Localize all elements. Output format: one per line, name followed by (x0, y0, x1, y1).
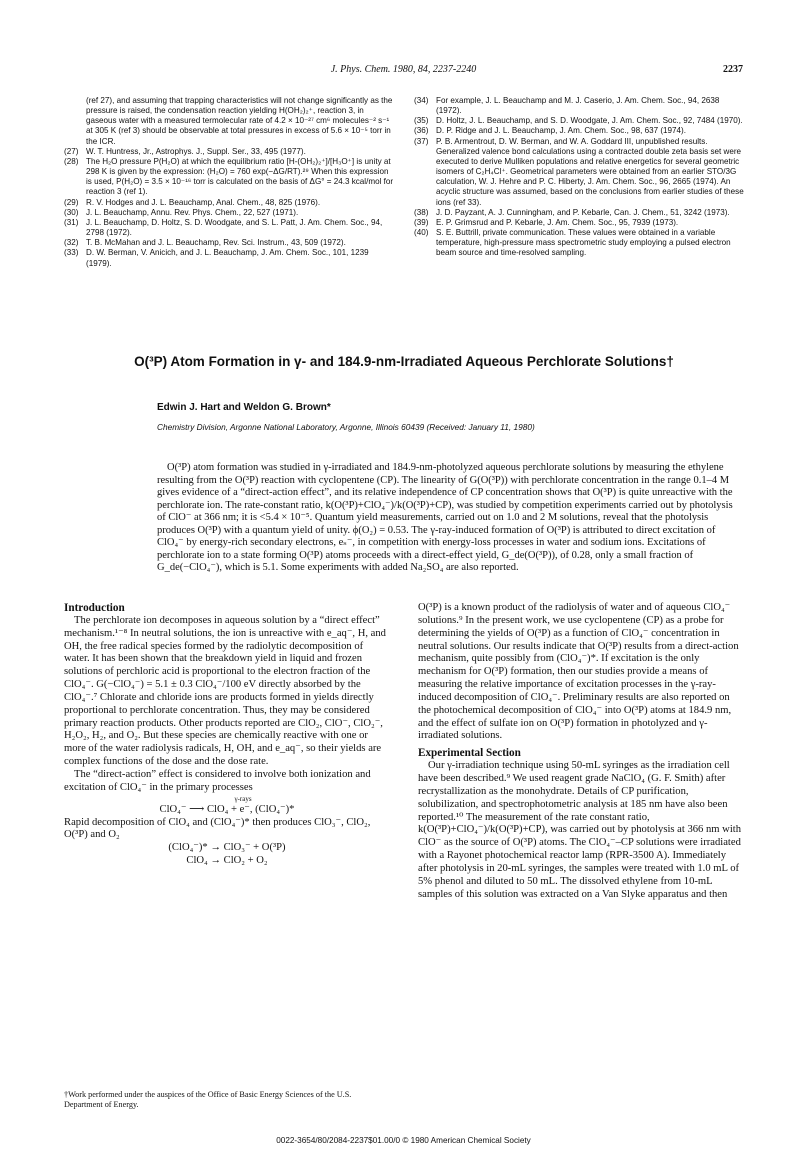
reference-number: (34) (414, 96, 429, 105)
reference-item (64, 157, 396, 198)
paragraph: Rapid decomposition of ClO₄ and (ClO₄⁻)* then produces ClO₃⁻, ClO₂, O(³P) and O₂ (64, 816, 371, 841)
reference-number: (32) (64, 238, 79, 248)
journal-citation: J. Phys. Chem. 1980, 84, 2237-2240 (330, 64, 477, 75)
reference-item (64, 248, 396, 268)
reference-number: (37) (414, 136, 429, 146)
reference-text: P. B. Armentrout, D. W. Berman, and W. A. Goddard III, unpublished results. Generalized valence bond calculations using a contracted double zeta basis set were executed to derive Mulliken populations and relative energetics for several geometric isomers of C₂H₄Cl⁺. Geometrical parameters were obtained from an earlier STO/3G calculation, W. J. Hehre and P. C. Hiberty, J. Am. Chem. Soc., 96, 2665 (1974). An acyclic structure was assumed, based on the conclusions from earlier studies of these ions (ref 33). (436, 136, 744, 207)
reference-item (414, 137, 744, 208)
paragraph: The perchlorate ion decomposes in aqueous solution by a “direct effect” mechanism.¹⁻⁸ In neutral solutions, the ion is unreactive with e_aq⁻, H, and OH, the free radical species formed by the radiolytic decomposition of water. It has been shown that the breakdown yield in liquid and frozen solutions of perchloric acid is proportional to the electron fraction of the ClO₄⁻. G(−ClO₄⁻) = 5.1 ± 0.3 ClO₄⁻/100 eV directly absorbed by the ClO₄⁻.⁷ Chlorate and chloride ions are products formed in yields directly proportional to perchlorate concentration. Thus, they may be considered primary reaction products. Other products reported are ClO₂, ClO⁻, ClO₂⁻, H₂O₂, H₂, and O₂. But these species are chemically reactive with one or more of the water radiolysis radicals, H, OH, and e_aq⁻, so their yields are complex functions of the dose and the dose rate. (64, 614, 386, 768)
paragraph: Our γ-irradiation technique using 50-mL syringes as the irradiation cell have been described.⁹ We used reagent grade NaClO₄ (G. F. Smith) after recrystallization as the monohydrate. Details of CP purification, solubilization, and spectrophotometric analysis at 185 nm have also been reported.¹⁰ The measurement of the rate constant ratio, k(O(³P)+ClO₄⁻)/k(O(³P)+CP), was carried out by photolysis at 366 nm with ClO⁻ as the source of O(³P) atoms. The ClO₄⁻–CP solutions were irradiated with a Rayonet photochemical reactor lamp (RPR-3500 A). Immediately after photolysis in 20-mL syringes, the samples were treated with 1.0 mL of 5% phenol and diluted to 50 mL. The dissolved ethylene from 10-mL samples of this solution was extracted on a Van Slyke apparatus and then (418, 760, 742, 900)
reference-text: J. D. Payzant, A. J. Cunningham, and P. Kebarle, Can. J. Chem., 51, 3242 (1973). (436, 207, 730, 217)
reference-item (414, 228, 744, 258)
reference-item (64, 198, 396, 208)
reference-text: T. B. McMahan and J. L. Beauchamp, Rev. Sci. Instrum., 43, 509 (1972). (86, 238, 346, 248)
reference-number: (33) (64, 248, 79, 258)
author-list: Edwin J. Hart and Weldon G. Brown* (157, 402, 331, 413)
page-number: 2237 (723, 64, 743, 75)
paragraph: O(³P) is a known product of the radiolysis of water and of aqueous ClO₄⁻ solutions.⁹ In the present work, we use cyclopentene (CP) as a probe for determining the yields of O(³P) as a function of ClO₄⁻ concentration in neutral solutions. Our results indicate that O(³P) results from a direct-action mechanism, quite possibly from (ClO₄⁻)*. If excitation is the only mechanism for O(³P) formation, then our studies provide a means of measuring the relative importance of excitation processes in the γ-ray-induced decomposition of ClO₄⁻. Preliminary results are also reported on the photochemical decomposition of ClO₄⁻ into O(³P) atoms at 184.9 nm, and the effect of sulfate ion on O(³P) formation in photolyzed and γ-irradiated solutions. (418, 602, 739, 742)
affiliation: Chemistry Division, Argonne National Laboratory, Argonne, Illinois 60439 (Received: January 11, 1980) (157, 422, 535, 432)
reference-text: E. P. Grimsrud and P. Kebarle, J. Am. Chem. Soc., 95, 7939 (1973). (436, 217, 679, 227)
reference-item (414, 116, 744, 126)
reference-text: D. Holtz, J. L. Beauchamp, and S. D. Woodgate, J. Am. Chem. Soc., 92, 7484 (1970). (436, 116, 743, 126)
reference-item (414, 96, 744, 116)
reference-number: (28) (64, 156, 79, 166)
equation: ClO₄⁻ ⟶ ClO₄ + e⁻, (ClO₄⁻)* (159, 803, 295, 815)
article-title: O(³P) Atom Formation in γ- and 184.9-nm-Irradiated Aqueous Perchlorate Solutions† (134, 354, 674, 369)
reference-text: D. P. Ridge and J. L. Beauchamp, J. Am. Chem. Soc., 98, 637 (1974). (436, 126, 686, 136)
equation: (ClO₄⁻)* → ClO₃⁻ + O(³P) (168, 842, 286, 854)
reference-number: (29) (64, 197, 79, 207)
reference-text: R. V. Hodges and J. L. Beauchamp, Anal. Chem., 48, 825 (1976). (86, 197, 321, 207)
reference-number: (30) (64, 207, 79, 217)
reference-number: (39) (414, 217, 429, 227)
reference-item (64, 208, 396, 218)
body-right-column (418, 602, 744, 901)
references-right-column (414, 96, 744, 259)
reference-number: (27) (64, 146, 79, 156)
reference-item (414, 218, 744, 228)
paragraph: The “direct-action” effect is considered to involve both ionization and excitation of ClO₄⁻ in the primary processes (64, 768, 371, 793)
reference-text: W. T. Huntress, Jr., Astrophys. J., Suppl. Ser., 33, 495 (1977). (86, 146, 306, 156)
reference-text: (ref 27), and assuming that trapping characteristics will not change significantly as the pressure is raised, the condensation reaction yielding H(OH₂)₂⁺, reaction 3, in gaseous water with a measured termolecular rate of 4.2 × 10⁻²⁷ cm⁶ molecules⁻² s⁻¹ at 305 K (ref 3) should be observable at total pressures in excess of 5.6 × 10⁻⁵ torr in the ICR. (86, 96, 393, 146)
page-footer: 0022-3654/80/2084-2237$01.00/0 © 1980 American Chemical Society (276, 1136, 531, 1145)
reference-text: The H₂O pressure P(H₂O) at which the equilibrium ratio [H-(OH₂)₂⁺]/[H₃O⁺] is unity at 298 K is given by the expression: (H₂O) = 760 exp(−ΔG/RT).²⁹ When this expression is used, P(H₂O) = 3.5 × 10⁻¹⁶ torr is calculated on the basis of ΔG° = 24.3 kcal/mol for reaction 3 (ref 1). (86, 156, 394, 197)
reference-number: (36) (414, 126, 429, 136)
reference-item (64, 147, 396, 157)
body-left-column (64, 602, 390, 868)
reference-item (64, 238, 396, 248)
footnote: †Work performed under the auspices of the Office of Basic Energy Sciences of the U.S. Department of Energy. (64, 1090, 352, 1109)
reference-text: J. L. Beauchamp, D. Holtz, S. D. Woodgate, and S. L. Patt, J. Am. Chem. Soc., 94, 2798 (1972). (86, 217, 383, 238)
abstract-text: O(³P) atom formation was studied in γ-irradiated and 184.9-nm-photolyzed aqueous perchlorate solutions by measuring the ethylene resulting from the O(³P) reaction with cyclopentene (CP). The linearity of G(O(³P)) with perchlorate concentration in the range 0.1–4 M gives evidence of a “direct-action effect”, and its relative independence of CP concentration shows that O(³P) is quite unreactive with the perchlorate ion. The rate-constant ratio, k(O(³P)+ClO₄⁻)/k(O(³P)+CP), was studied by competition experiments carried out by photolysis of ClO⁻ at 366 nm; it is <5.4 × 10⁻⁵. Quantum yield measurements, carried out on 1.0 and 2 M solutions, reveal that the photolysis produces O(³P) with a quantum yield of unity. ϕ(O₂) = 0.53. The γ-ray-induced formation of O(³P) is attributed to direct excitation of ClO₄⁻ by energy-rich secondary electrons, eₛ⁻, in competition with energy-loss processes in water and sodium ions. Excitations of perchlorate ion to a state forming O(³P) atoms proceeds with a direct-effect yield, G_de(O(³P)), of 0.28, only a small fraction of G_de(−ClO₄⁻), which is 5.1. Some experiments with added Na₂SO₄ are also reported. (157, 462, 733, 573)
section-heading-experimental: Experimental Section (418, 747, 521, 760)
journal-header (0, 64, 807, 80)
reference-number: (40) (414, 228, 429, 238)
reference-item (64, 96, 396, 147)
reference-item (64, 218, 396, 238)
reference-text: J. L. Beauchamp, Annu. Rev. Phys. Chem., 22, 527 (1971). (86, 207, 299, 217)
reference-number: (38) (414, 207, 429, 217)
references-left-column (64, 96, 396, 269)
reference-text: S. E. Buttrill, private communication. These values were obtained in a variable temperature, high-pressure mass spectrometric study employing a pulsed electron beam source and time-resolved sampling. (436, 228, 731, 258)
reference-number: (31) (64, 217, 79, 227)
reference-text: D. W. Berman, V. Anicich, and J. L. Beauchamp, J. Am. Chem. Soc., 101, 1239 (1979). (86, 248, 369, 268)
equation-label: γ-rays (234, 794, 252, 803)
reference-item (414, 126, 744, 136)
reference-item (414, 208, 744, 218)
reference-number: (35) (414, 116, 429, 126)
reference-text: For example, J. L. Beauchamp and M. J. Caserio, J. Am. Chem. Soc., 94, 2638 (1972). (436, 96, 720, 116)
equation: ClO₄ → ClO₂ + O₂ (186, 855, 268, 867)
section-heading-introduction: Introduction (64, 602, 125, 614)
abstract (157, 462, 743, 575)
